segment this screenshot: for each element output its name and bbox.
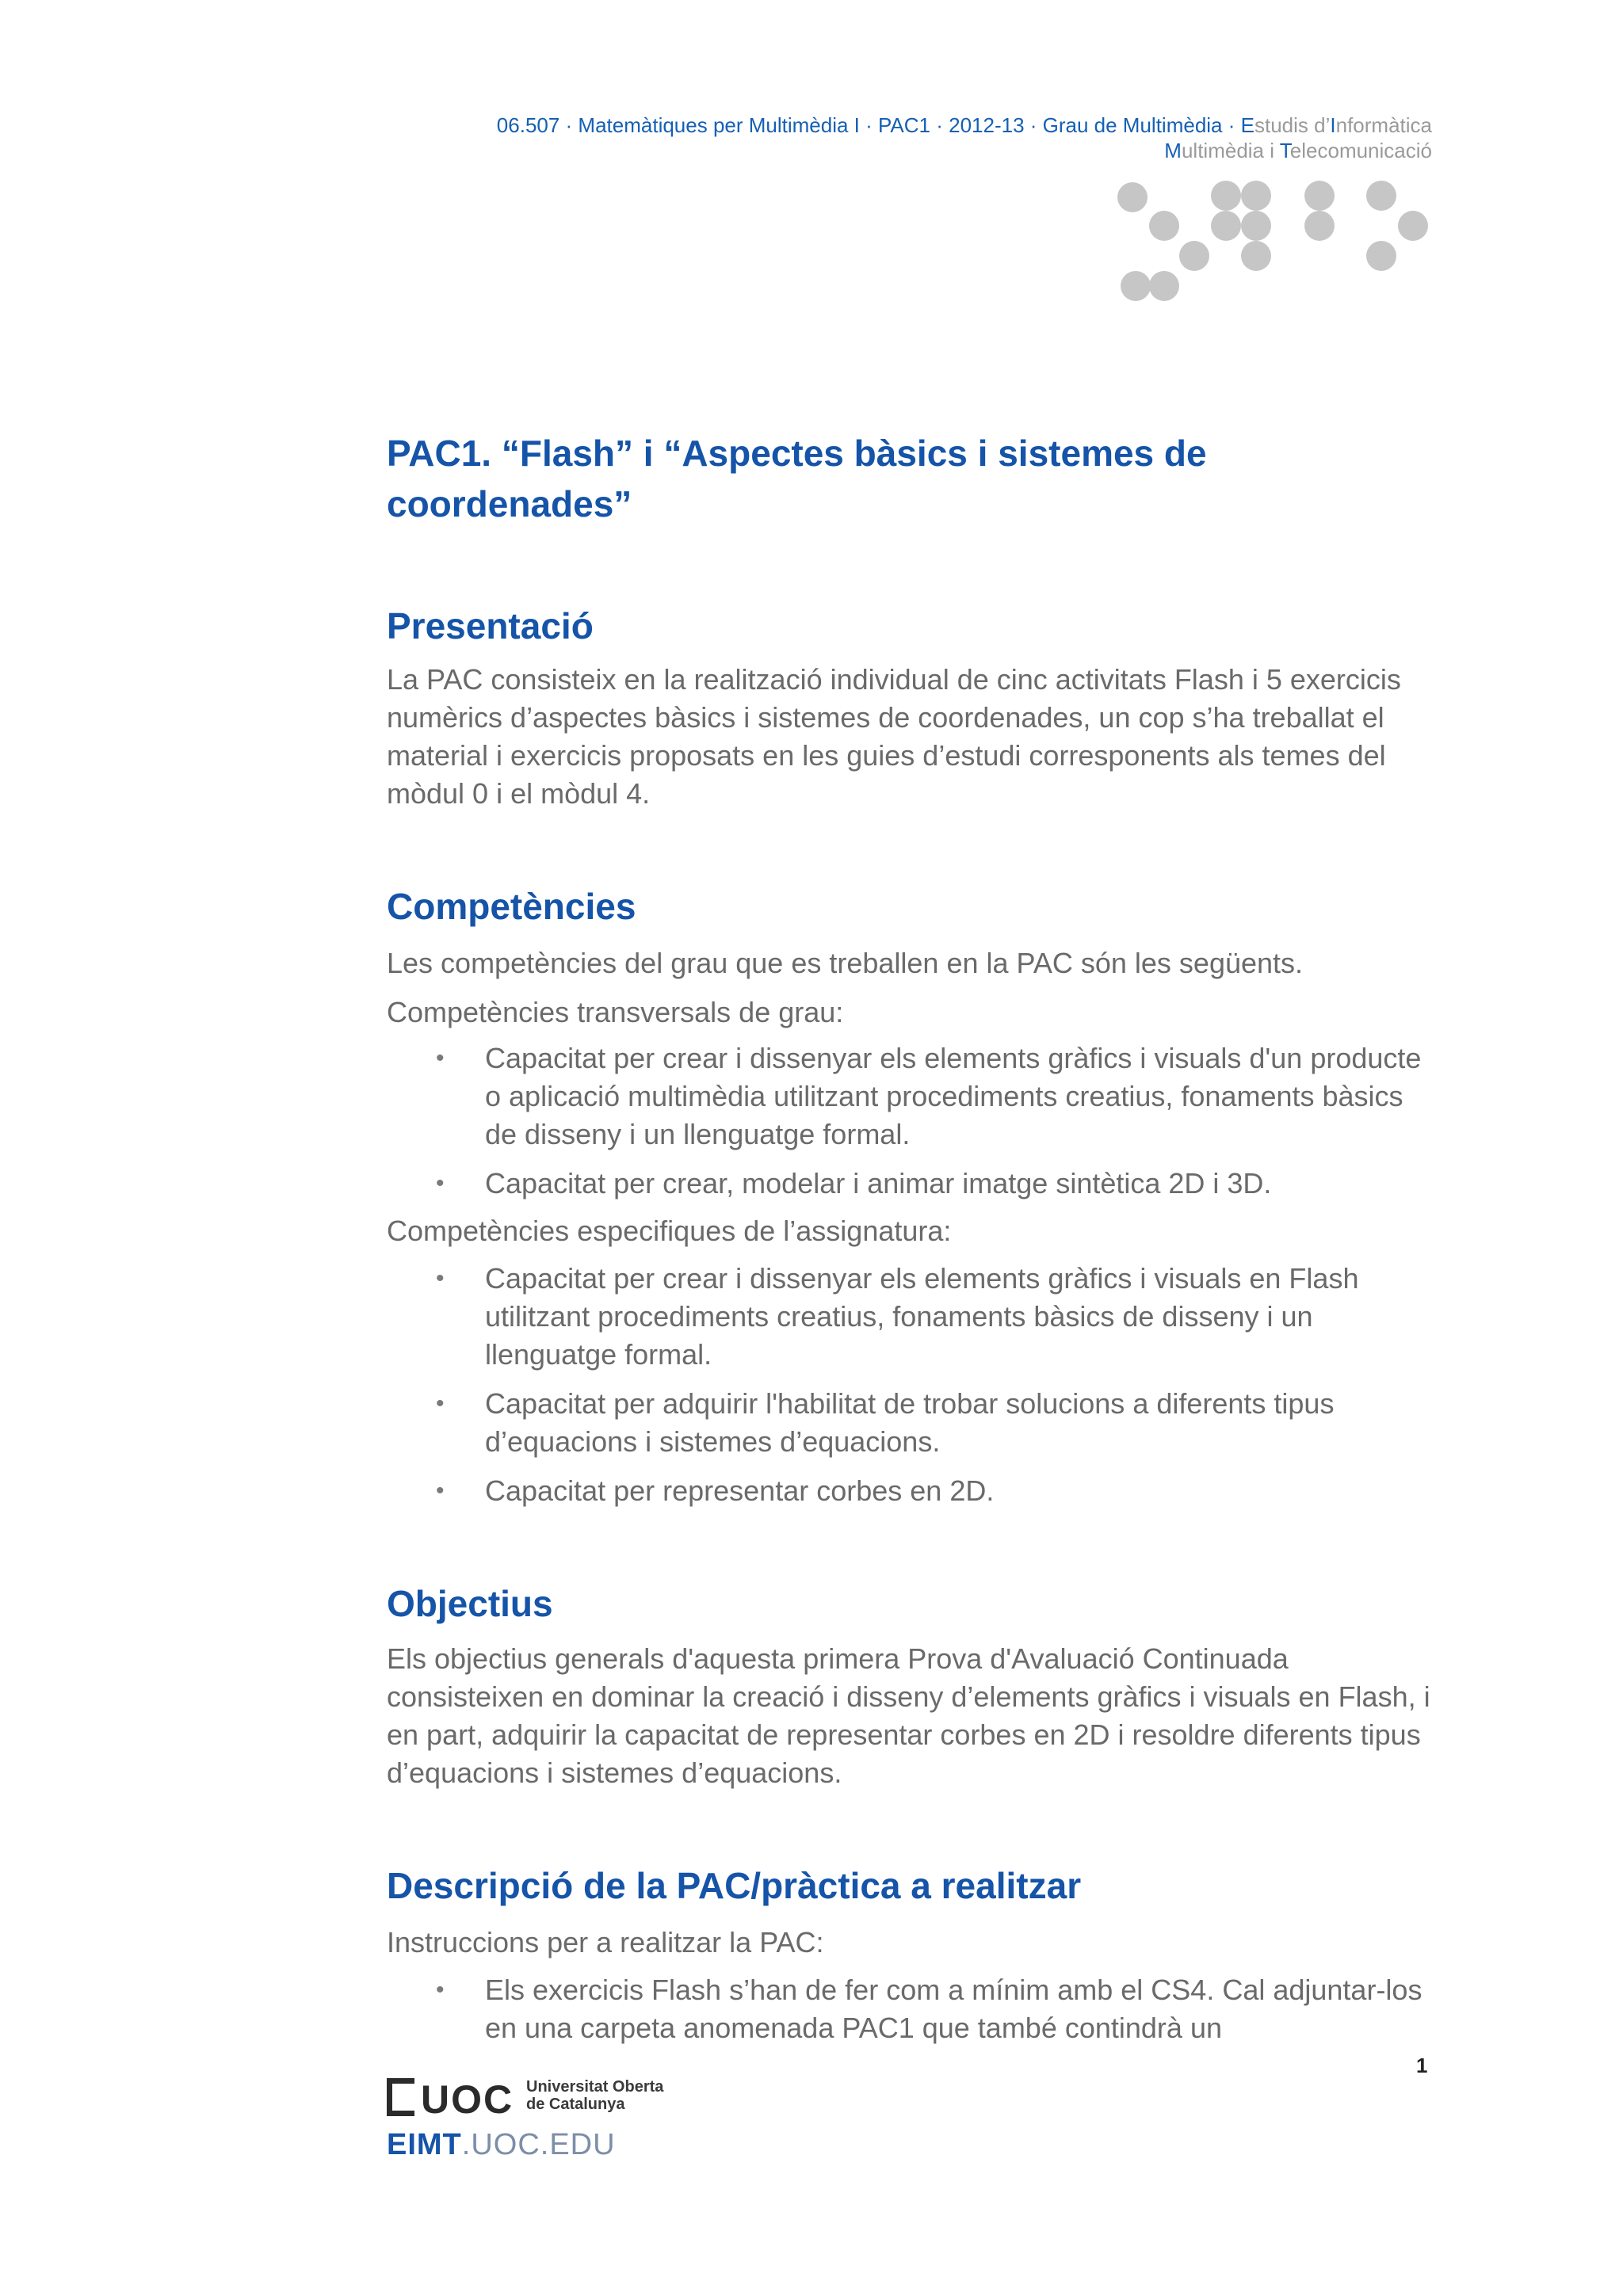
header-course-info: 06.507 · Matemàtiques per Multimèdia I · PAC1 · 2012-13 · Grau de Multimèdia ·	[496, 113, 1235, 137]
descripcio-intro: Instruccions per a realitzar la PAC:	[387, 1926, 824, 1958]
header-studis: studis d’	[1254, 113, 1331, 137]
heading-presentacio: Presentació	[387, 605, 594, 646]
especifiques-list	[387, 1260, 1441, 1521]
dot	[1117, 182, 1148, 212]
list-item: • Capacitat per representar corbes en 2D.	[387, 1472, 1441, 1510]
heading-descripcio: Descripció de la PAC/pràctica a realitzar	[387, 1865, 1082, 1906]
list-item: • Capacitat per crear, modelar i animar imatge sintètica 2D i 3D.	[387, 1165, 1441, 1203]
uoc-bracket-icon	[387, 2078, 414, 2116]
dot	[1398, 211, 1428, 241]
running-header	[497, 113, 1432, 163]
especifiques-label: Competències especifiques de l’assignatura:	[387, 1215, 952, 1247]
header-nformatica: nformàtica	[1335, 113, 1432, 137]
dot	[1304, 211, 1335, 241]
uoc-name: Universitat Oberta de Catalunya	[526, 2078, 664, 2113]
header-ultimedia: ultimèdia i	[1181, 139, 1280, 162]
eimt-logo: EIMT.UOC.EDU	[387, 2128, 616, 2161]
heading-objectius: Objectius	[387, 1583, 553, 1624]
descripcio-list	[387, 1971, 1441, 2058]
heading-competencies: Competències	[387, 886, 636, 927]
header-line-1	[497, 113, 1432, 138]
header-initial-m: M	[1164, 139, 1182, 162]
dot	[1179, 241, 1209, 271]
dot	[1366, 181, 1396, 211]
dot	[1241, 211, 1271, 241]
bullet-icon: •	[436, 1478, 445, 1504]
dot	[1241, 241, 1271, 271]
dot	[1241, 181, 1271, 211]
list-item: • Capacitat per crear i dissenyar els elements gràfics i visuals en Flash utilitzant procediments creatius, fonaments bàsics de disseny i un llenguatge formal.	[387, 1260, 1441, 1374]
dot	[1211, 211, 1241, 241]
bullet-icon: •	[436, 1390, 445, 1417]
bullet-icon: •	[436, 1045, 445, 1071]
list-item: • Capacitat per adquirir l'habilitat de trobar solucions a diferents tipus d’equacions i sistemes d’equacions.	[387, 1385, 1441, 1461]
header-line-2	[497, 138, 1432, 163]
header-elecomunicacio: elecomunicació	[1289, 139, 1432, 162]
header-initial-t: T	[1279, 139, 1290, 162]
list-item: • Els exercicis Flash s’han de fer com a mínim amb el CS4. Cal adjuntar-los en una carpeta anomenada PAC1 que també contindrà un	[387, 1971, 1441, 2047]
bullet-icon: •	[436, 1170, 445, 1196]
dot	[1304, 181, 1335, 211]
decorative-dots-logo	[1117, 177, 1434, 312]
page-number: 1	[1416, 2054, 1428, 2077]
uoc-logo	[387, 2072, 688, 2122]
presentacio-text: La PAC consisteix en la realització individual de cinc activitats Flash i 5 exercicis numèrics d’aspectes bàsics i sistemes de coordenades, un cop s’ha treballat el material i exercicis proposats en les guies d’estudi corresponents als temes del mòdul 0 i el mòdul 4.	[387, 663, 1401, 810]
transversals-label: Competències transversals de grau:	[387, 996, 844, 1028]
dot	[1366, 241, 1396, 271]
dot	[1149, 211, 1179, 241]
header-initial-i: I	[1330, 113, 1336, 137]
page-title: PAC1. “Flash” i “Aspectes bàsics i sistemes de coordenades”	[387, 433, 1207, 524]
bullet-icon: •	[436, 1977, 445, 2003]
dot	[1121, 271, 1151, 301]
list-item: • Capacitat per crear i dissenyar els elements gràfics i visuals d'un producte o aplicació multimèdia utilitzant procediments creatius, fonaments bàsics de disseny i un llenguatge formal.	[387, 1039, 1441, 1154]
competencies-intro: Les competències del grau que es treballen en la PAC són les següents.	[387, 947, 1304, 979]
transversals-list	[387, 1039, 1441, 1214]
dot	[1211, 181, 1241, 211]
uoc-mark: UOC	[387, 2077, 514, 2122]
header-initial-e: E	[1240, 113, 1254, 137]
bullet-icon: •	[436, 1265, 445, 1291]
dot	[1149, 271, 1179, 301]
objectius-text: Els objectius generals d'aquesta primera Prova d'Avaluació Continuada consisteixen en dominar la creació i disseny d’elements gràfics i visuals en Flash, i en part, adquirir la capacitat de representar corbes en 2D i resoldre diferents tipus d’equacions i sistemes d’equacions.	[387, 1642, 1430, 1789]
